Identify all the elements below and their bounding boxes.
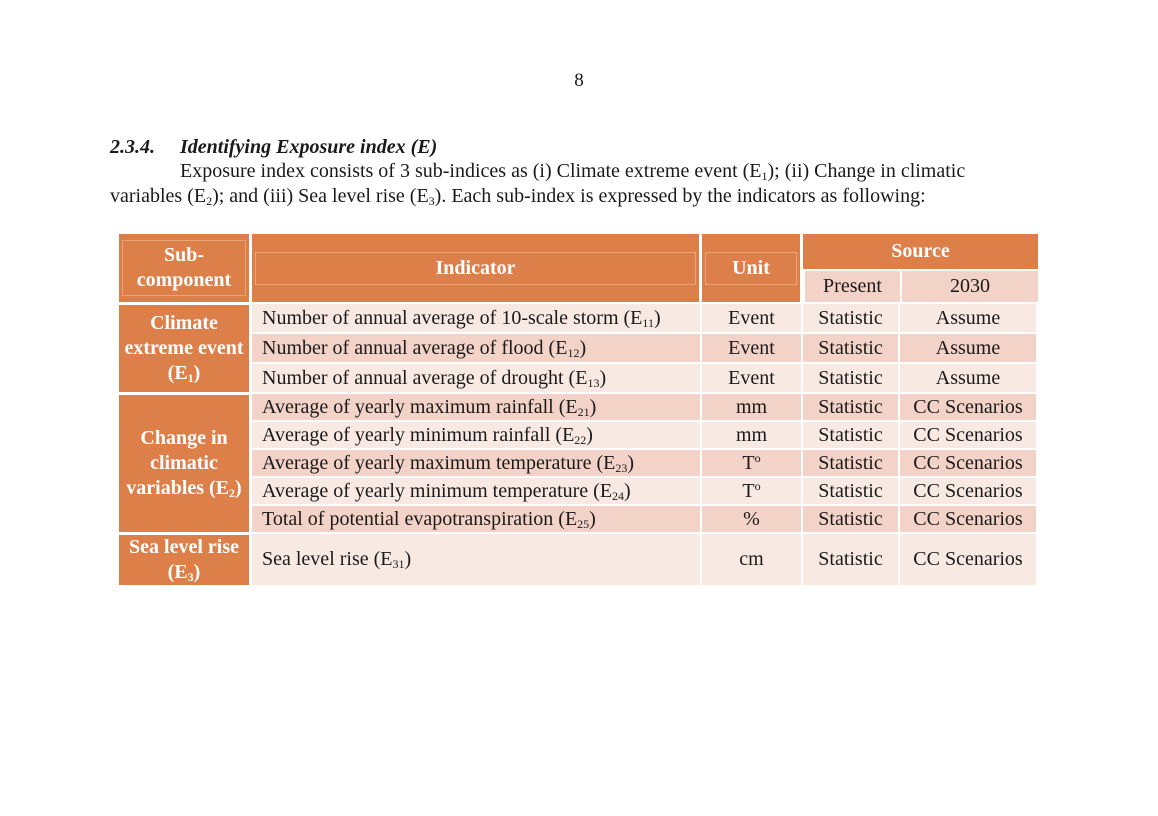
indicator-cell: Number of annual average of drought $(E_{13})$ (252, 362, 702, 392)
present-source-cell: Statistic (803, 302, 900, 332)
section-title: Identifying Exposure index (E) (180, 136, 438, 158)
group-label: Sea level rise $(E_3)$ (119, 532, 252, 585)
section-number: 2.3.4. (110, 136, 155, 158)
present-source-cell: Statistic (803, 448, 900, 476)
future-source-cell: Assume (900, 362, 1038, 392)
present-source-cell: Statistic (803, 392, 900, 420)
table-row (119, 362, 1038, 392)
unit-cell: $T^o$ (702, 476, 803, 504)
future-source-cell: CC Scenarios (900, 504, 1038, 532)
section-heading (110, 136, 437, 159)
indicator-cell: Average of yearly minimum temperature $(E_{24})$ (252, 476, 702, 504)
present-source-cell: Statistic (803, 532, 900, 585)
page-number: 8 (574, 70, 584, 91)
present-source-cell: Statistic (803, 504, 900, 532)
header-indicator: Indicator (252, 234, 702, 302)
unit-cell: % (702, 504, 803, 532)
future-source-cell: Assume (900, 302, 1038, 332)
indicator-cell: Average of yearly maximum temperature $(E_{23})$ (252, 448, 702, 476)
group-label: Change in climatic variables $(E_2)$ (119, 392, 252, 532)
table-row (119, 448, 1038, 476)
table-row (119, 332, 1038, 362)
table-row (119, 532, 1038, 585)
indicator-cell: Average of yearly maximum rainfall $(E_{21})$ (252, 392, 702, 420)
future-source-cell: CC Scenarios (900, 392, 1038, 420)
table-row (119, 420, 1038, 448)
present-source-cell: Statistic (803, 476, 900, 504)
paragraph-line-2: variables $(E_2)$; and (iii) Sea level rise $(E_3)$. Each sub-index is expressed by the indicators as following: (110, 185, 926, 208)
indicator-cell: Sea level rise $(E_{31})$ (252, 532, 702, 585)
indicator-cell: Number of annual average of flood $(E_{12})$ (252, 332, 702, 362)
indicator-cell: Total of potential evapotranspiration $(E_{25})$ (252, 504, 702, 532)
header-2030: 2030 (900, 271, 1038, 302)
indicator-cell: Average of yearly minimum rainfall $(E_{22})$ (252, 420, 702, 448)
present-source-cell: Statistic (803, 420, 900, 448)
unit-cell: mm (702, 420, 803, 448)
unit-cell: cm (702, 532, 803, 585)
table-row (119, 504, 1038, 532)
exposure-index-table (119, 234, 1038, 585)
table-row (119, 392, 1038, 420)
header-source: Source (803, 234, 1038, 271)
table-row (119, 476, 1038, 504)
present-source-cell: Statistic (803, 332, 900, 362)
future-source-cell: CC Scenarios (900, 448, 1038, 476)
group-label: Climate extreme event $(E_1)$ (119, 302, 252, 392)
table-row (119, 302, 1038, 332)
future-source-cell: CC Scenarios (900, 420, 1038, 448)
indicator-cell: Number of annual average of 10-scale storm $(E_{11})$ (252, 302, 702, 332)
unit-cell: Event (702, 362, 803, 392)
header-present: Present (803, 271, 900, 302)
unit-cell: Event (702, 332, 803, 362)
future-source-cell: CC Scenarios (900, 532, 1038, 585)
present-source-cell: Statistic (803, 362, 900, 392)
paragraph-line-1: Exposure index consists of 3 sub-indices as (i) Climate extreme event $(E_1)$; (ii) Change in climatic (180, 160, 966, 183)
unit-cell: $T^o$ (702, 448, 803, 476)
unit-cell: Event (702, 302, 803, 332)
future-source-cell: CC Scenarios (900, 476, 1038, 504)
header-unit: Unit (702, 234, 803, 302)
unit-cell: mm (702, 392, 803, 420)
header-subcomponent: Sub-component (119, 234, 252, 302)
future-source-cell: Assume (900, 332, 1038, 362)
